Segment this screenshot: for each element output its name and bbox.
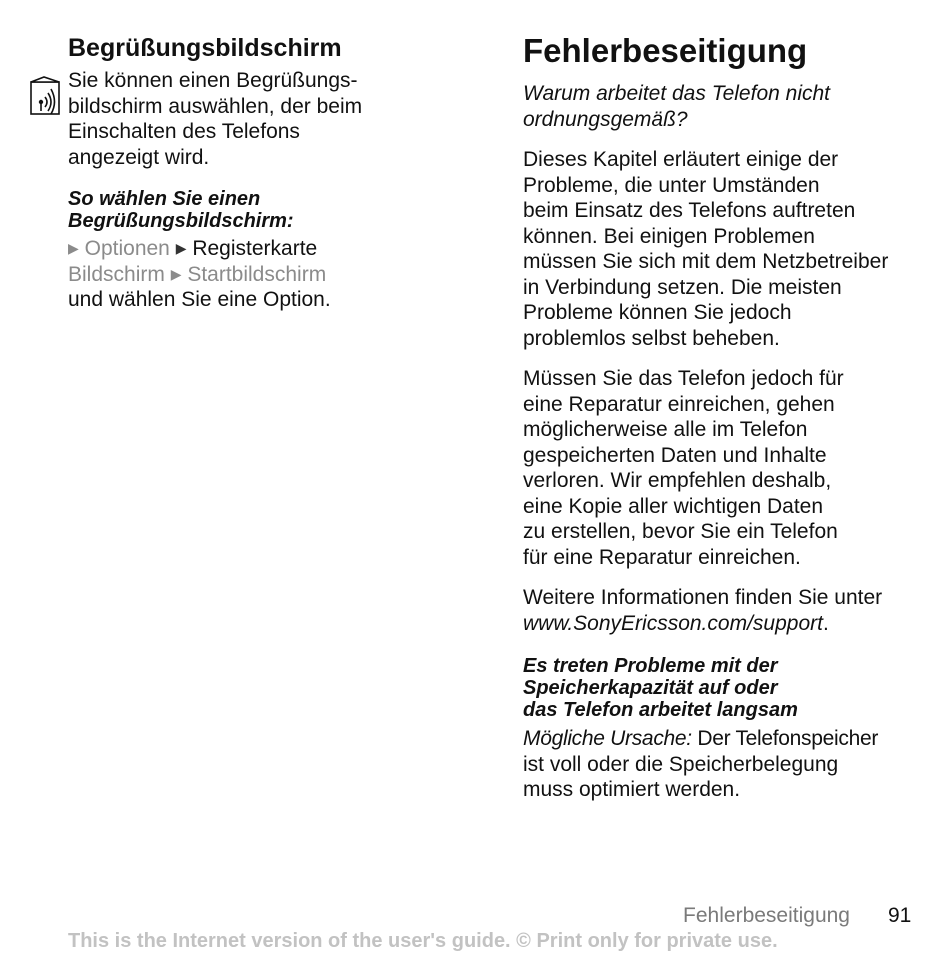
menu-path-options: Optionen [84, 237, 170, 260]
operator-service-icon [30, 76, 60, 116]
paragraph-line: eine Reparatur einreichen, gehen [523, 392, 835, 416]
welcome-intro-line: Sie können einen Begrüßungs- [68, 69, 358, 92]
howto-heading [68, 188, 428, 232]
triangle-right-icon: ▶ [170, 265, 182, 282]
welcome-intro [68, 68, 428, 170]
chapter-title: Fehlerbeseitigung [523, 32, 808, 69]
paragraph-line: beim Einsatz des Telefons auftreten [523, 199, 856, 222]
menu-path-tab: Registerkarte [192, 237, 318, 260]
paragraph-line: Dieses Kapitel erläutert einige der [523, 148, 839, 171]
paragraph-line: zu erstellen, bevor Sie ein Telefon [523, 520, 838, 543]
paragraph-line: verloren. Wir empfehlen deshalb, [523, 469, 832, 492]
problem-heading-line: Speicherkapazität auf oder [523, 677, 778, 699]
paragraph-2 [523, 366, 918, 570]
cause-line: muss optimiert werden. [523, 778, 741, 801]
page-number: 91 [888, 904, 912, 927]
cause [523, 726, 918, 803]
problem-heading-line: das Telefon arbeitet langsam [523, 699, 798, 721]
problem-heading-line: Es treten Probleme mit der [523, 655, 778, 677]
cause-label: Mögliche Ursache: [523, 727, 692, 750]
howto-heading-line: Begrüßungsbildschirm: [68, 210, 294, 232]
paragraph-line: Probleme, die unter Umständen [523, 173, 820, 197]
paragraph-line: Probleme können Sie jedoch [523, 301, 792, 324]
menu-path-tail: und wählen Sie eine Option. [68, 288, 331, 311]
triangle-right-icon: ▶ [175, 240, 187, 256]
support-link[interactable]: www.SonyEricsson.com/support [523, 611, 823, 635]
paragraph-3 [523, 585, 918, 636]
cause-line: ist voll oder die Speicherbelegung [523, 752, 839, 776]
paragraph-line: für eine Reparatur einreichen. [523, 545, 801, 569]
paragraph-line: problemlos selbst beheben. [523, 326, 780, 350]
welcome-intro-line: bildschirm auswählen, der beim [68, 94, 363, 118]
paragraph-line: Müssen Sie das Telefon jedoch für [523, 367, 844, 390]
left-column [68, 32, 428, 313]
welcome-intro-line: angezeigt wird. [68, 145, 210, 169]
period: . [822, 611, 829, 635]
section-heading-welcome: Begrüßungsbildschirm [68, 34, 342, 62]
cause-text: Der Telefonspeicher [691, 727, 879, 750]
paragraph-line: müssen Sie sich mit dem Netzbetreiber [523, 250, 889, 273]
paragraph-1 [523, 147, 918, 351]
welcome-intro-line: Einschalten des Telefons [68, 120, 300, 143]
right-column [523, 32, 918, 803]
question-line: Warum arbeitet das Telefon nicht [523, 82, 831, 105]
problem-heading [523, 655, 918, 721]
paragraph-line: in Verbindung setzen. Die meisten [523, 275, 842, 299]
howto-heading-line: So wählen Sie einen [68, 188, 261, 210]
paragraph-line: eine Kopie aller wichtigen Daten [523, 494, 824, 518]
menu-path [68, 236, 428, 313]
paragraph-line: möglicherweise alle im Telefon [523, 418, 808, 441]
footer-section-name: Fehlerbeseitigung [683, 904, 850, 927]
menu-path-display: Bildschirm [68, 262, 165, 286]
paragraph-line: Weitere Informationen finden Sie unter [523, 586, 883, 609]
disclaimer: This is the Internet version of the user's guide. © Print only for private use. [68, 930, 778, 952]
question [523, 81, 918, 132]
paragraph-line: gespeicherten Daten und Inhalte [523, 443, 827, 467]
triangle-right-icon: ▶ [68, 240, 79, 256]
paragraph-line: können. Bei einigen Problemen [523, 224, 815, 248]
question-line: ordnungsgemäß? [523, 107, 688, 131]
menu-path-startup: Startbildschirm [187, 262, 327, 286]
